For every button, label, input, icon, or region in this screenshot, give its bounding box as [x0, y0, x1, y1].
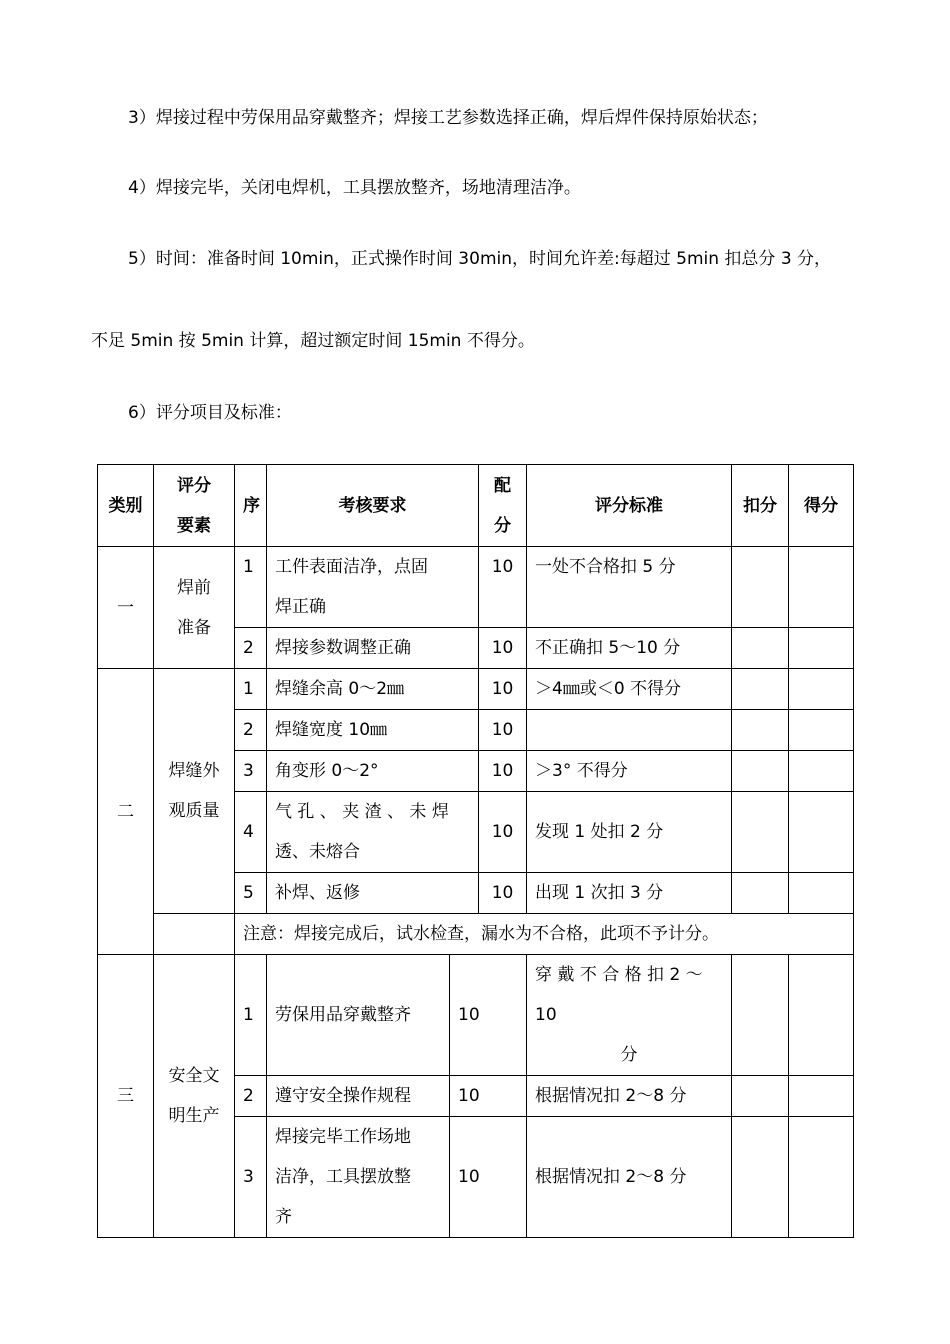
standard-cell: 根据情况扣 2～8 分 [527, 1076, 732, 1117]
requirement-cell: 焊接参数调整正确 [267, 628, 479, 669]
scoring-table [97, 464, 854, 1238]
header-seq: 序 [235, 465, 267, 547]
requirement-cell: 气 孔 、 夹 渣 、 未 焊 透、未熔合 [267, 792, 479, 873]
deduct-cell[interactable] [732, 873, 789, 914]
paragraph-5-continued: 不足 5min 按 5min 计算，超过额定时间 15min 不得分。 [91, 331, 535, 351]
score-cell[interactable] [789, 628, 854, 669]
points-cell: 10 [479, 628, 527, 669]
seq-cell: 2 [235, 628, 267, 669]
deduct-cell[interactable] [732, 710, 789, 751]
category-cell: 一 [98, 547, 154, 669]
deduct-cell[interactable] [732, 751, 789, 792]
seq-cell: 2 [235, 1076, 267, 1117]
standard-cell: 穿 戴 不 合 格 扣 2 ～ 10 分 [527, 955, 732, 1076]
header-element: 评分 要素 [154, 465, 235, 547]
requirement-cell: 角变形 0～2° [267, 751, 479, 792]
paragraph-5: 5）时间：准备时间 10min，正式操作时间 30min，时间允许差:每超过 5min 扣总分 3 分， [128, 249, 832, 269]
category-cell: 三 [98, 955, 154, 1238]
score-cell[interactable] [789, 873, 854, 914]
requirement-cell: 焊缝宽度 10㎜ [267, 710, 479, 751]
header-category: 类别 [98, 465, 154, 547]
element-cell: 安全文 明生产 [154, 955, 235, 1238]
standard-cell: 出现 1 次扣 3 分 [527, 873, 732, 914]
seq-cell: 3 [235, 1117, 267, 1238]
standard-cell: 根据情况扣 2～8 分 [527, 1117, 732, 1238]
note-row [98, 914, 854, 955]
standard-cell: ＞4㎜或＜0 不得分 [527, 669, 732, 710]
points-cell: 10 [450, 1076, 527, 1117]
standard-cell: 不正确扣 5～10 分 [527, 628, 732, 669]
score-cell[interactable] [789, 1117, 854, 1238]
standard-cell: 发现 1 处扣 2 分 [527, 792, 732, 873]
element-cell: 焊前 准备 [154, 547, 235, 669]
deduct-cell[interactable] [732, 669, 789, 710]
requirement-cell: 焊缝余高 0～2㎜ [267, 669, 479, 710]
seq-cell: 3 [235, 751, 267, 792]
seq-cell: 1 [235, 955, 267, 1076]
score-cell[interactable] [789, 710, 854, 751]
header-requirement: 考核要求 [267, 465, 479, 547]
requirement-cell: 补焊、返修 [267, 873, 479, 914]
requirement-cell: 工件表面洁净，点固 焊正确 [267, 547, 479, 628]
deduct-cell[interactable] [732, 955, 789, 1076]
requirement-cell: 遵守安全操作规程 [267, 1076, 450, 1117]
points-cell: 10 [479, 792, 527, 873]
points-cell: 10 [450, 1117, 527, 1238]
score-cell[interactable] [789, 669, 854, 710]
table-header-row [98, 465, 854, 547]
header-standard: 评分标准 [527, 465, 732, 547]
standard-cell: ＞3° 不得分 [527, 751, 732, 792]
header-score: 得分 [789, 465, 854, 547]
element-cell: 焊缝外 观质量 [154, 669, 235, 914]
paragraph-3: 3）焊接过程中劳保用品穿戴整齐；焊接工艺参数选择正确，焊后焊件保持原始状态； [128, 108, 768, 128]
score-cell[interactable] [789, 955, 854, 1076]
points-cell: 10 [479, 873, 527, 914]
category-cell: 二 [98, 669, 154, 955]
seq-cell: 2 [235, 710, 267, 751]
header-points: 配 分 [479, 465, 527, 547]
paragraph-6: 6）评分项目及标准： [128, 403, 292, 423]
table-row [98, 669, 854, 710]
requirement-cell: 焊接完毕工作场地 洁净，工具摆放整 齐 [267, 1117, 450, 1238]
table-row [98, 547, 854, 628]
seq-cell: 1 [235, 669, 267, 710]
deduct-cell[interactable] [732, 628, 789, 669]
standard-cell [527, 710, 732, 751]
deduct-cell[interactable] [732, 1117, 789, 1238]
header-deduct: 扣分 [732, 465, 789, 547]
score-cell[interactable] [789, 547, 854, 628]
deduct-cell[interactable] [732, 547, 789, 628]
points-cell: 10 [479, 669, 527, 710]
seq-cell: 4 [235, 792, 267, 873]
paragraph-4: 4）焊接完毕，关闭电焊机，工具摆放整齐，场地清理洁净。 [128, 178, 581, 198]
points-cell: 10 [479, 751, 527, 792]
element-cell-empty [154, 914, 235, 955]
score-cell[interactable] [789, 751, 854, 792]
table-row [98, 955, 854, 1076]
points-cell: 10 [479, 710, 527, 751]
deduct-cell[interactable] [732, 1076, 789, 1117]
note-cell: 注意：焊接完成后，试水检查，漏水为不合格，此项不予计分。 [235, 914, 854, 955]
deduct-cell[interactable] [732, 792, 789, 873]
score-cell[interactable] [789, 1076, 854, 1117]
score-cell[interactable] [789, 792, 854, 873]
points-cell: 10 [479, 547, 527, 628]
standard-cell: 一处不合格扣 5 分 [527, 547, 732, 628]
seq-cell: 5 [235, 873, 267, 914]
points-cell: 10 [450, 955, 527, 1076]
seq-cell: 1 [235, 547, 267, 628]
requirement-cell: 劳保用品穿戴整齐 [267, 955, 450, 1076]
